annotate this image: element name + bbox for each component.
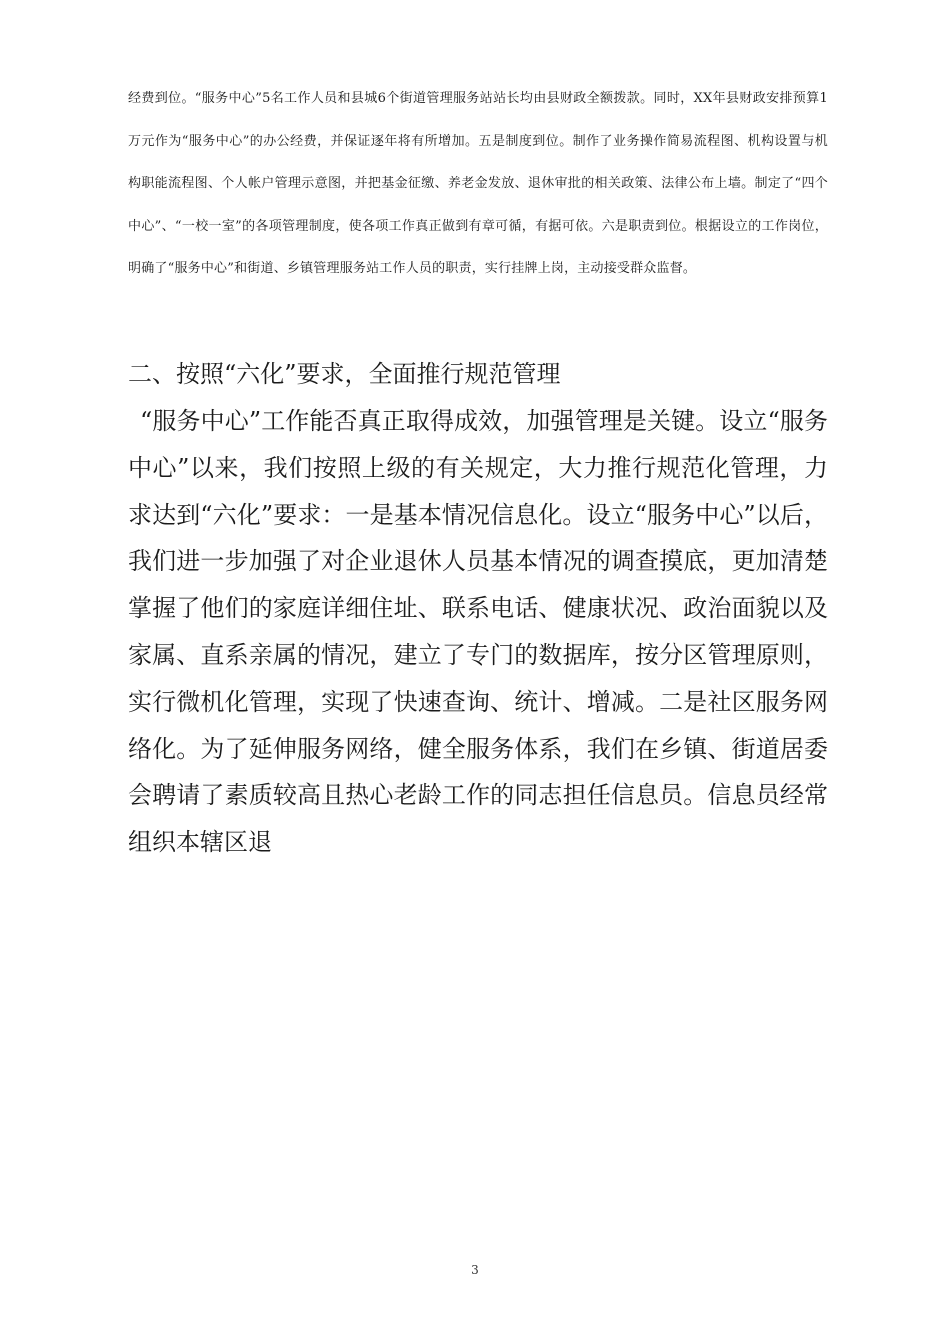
section-heading: 二、按照“六化”要求，全面推行规范管理 [128, 360, 561, 388]
body-paragraph-large: “服务中心”工作能否真正取得成效，加强管理是关键。设立“服务中心”以来，我们按照上级的有关规定，大力推行规范化管理，力求达到“六化”要求：一是基本情况信息化。设立“服务中心”以后，我们进一步加强了对企业退休人员基本情况的调查摸底，更加清楚掌握了他们的家庭详细住址、联系电话、健康状况、政治面貌以及家属、直系亲属的情况，建立了专门的数据库，按分区管理原则，实行微机化管理，实现了快速查询、统计、增减。二是社区服务网络化。为了延伸服务网络，健全服务体系，我们在乡镇、街道居委会聘请了素质较高且热心老龄工作的同志担任信息员。信息员经常组织本辖区退 [128, 407, 828, 857]
body-paragraph-small: 经费到位。“服务中心”5名工作人员和县城6个街道管理服务站站长均由县财政全额拨款。同时，XX年县财政安排预算1万元作为“服务中心”的办公经费，并保证逐年将有所增加。五是制度到位。制作了业务操作简易流程图、机构设置与机构职能流程图、个人帐户管理示意图，并把基金征缴、养老金发放、退休审批的相关政策、法律公布上墙。制定了“四个中心”、“一校一室”的各项管理制度，使各项工作真正做到有章可循，有据可依。六是职责到位。根据设立的工作岗位，明确了“服务中心”和街道、乡镇管理服务站工作人员的职责，实行挂牌上岗，主动接受群众监督。 [128, 91, 828, 276]
page-number: 3 [471, 1263, 479, 1277]
